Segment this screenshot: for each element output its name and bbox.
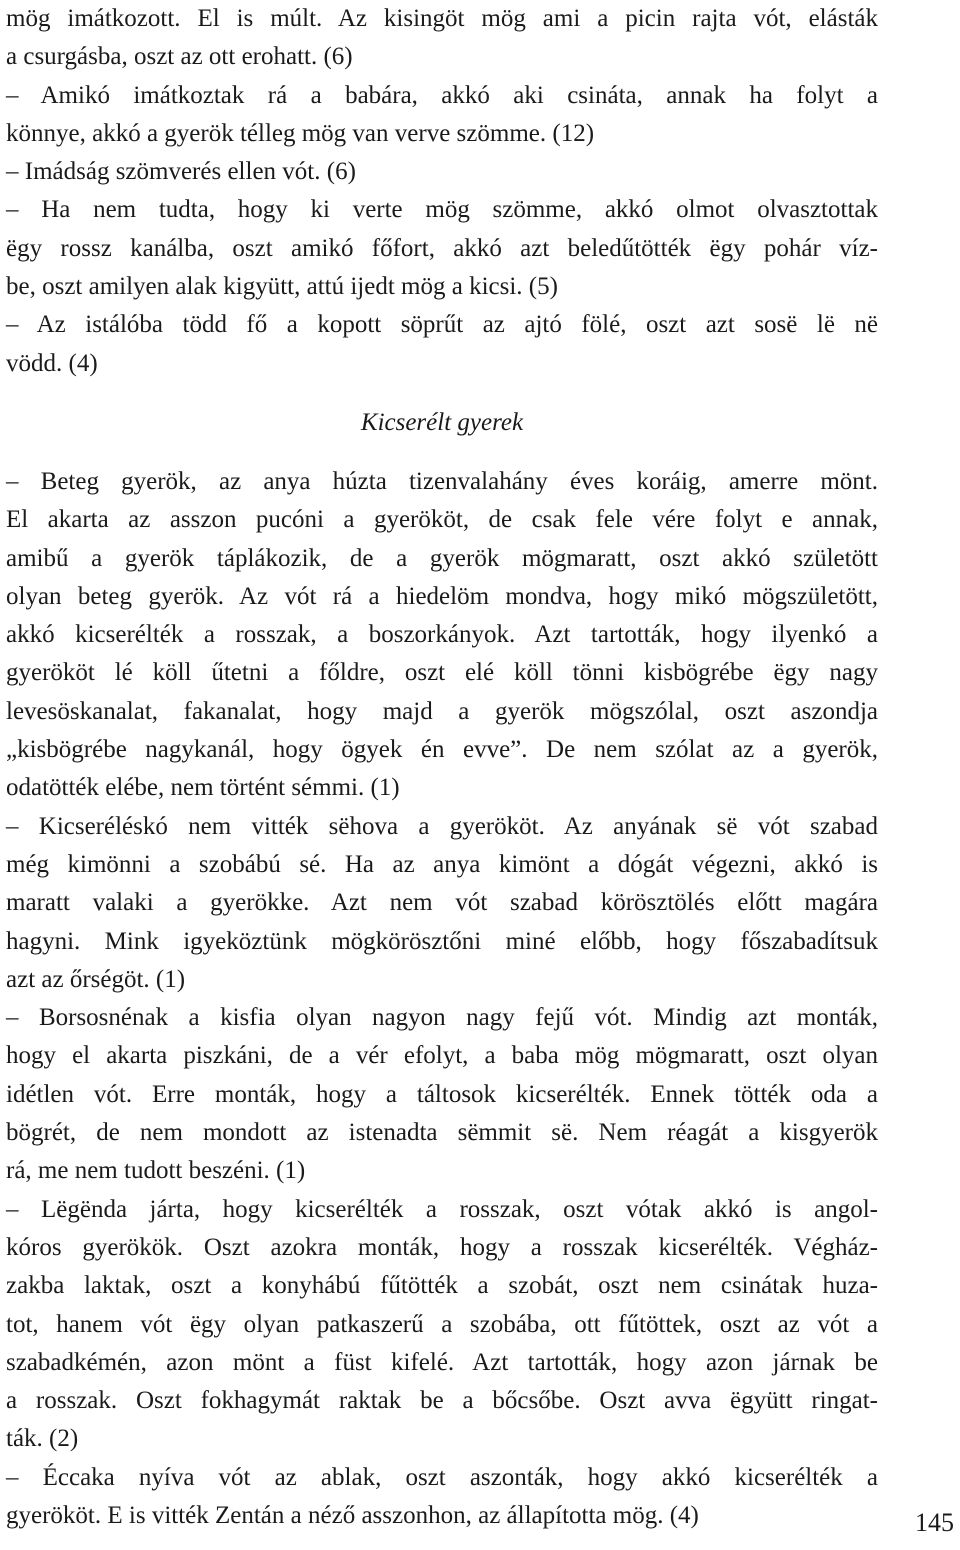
text-line: bögrét, de nem mondott az istenadta sëmmit së. Nem réagát a kisgyerök bbox=[6, 1119, 878, 1147]
text-line: levesöskanalat, fakanalat, hogy majd a gyerök mögszólal, oszt aszondja bbox=[6, 697, 878, 725]
text-line: hagyni. Mink igyeköztünk mögkörösztőni miné előbb, hogy főszabadítsuk bbox=[6, 927, 878, 955]
text-line: be, oszt amilyen alak kigyütt, attú ijedt mög a kicsi. (5) bbox=[6, 273, 558, 301]
page-body bbox=[6, 0, 878, 1535]
text-line: szabadkémén, azon mönt a füst kifelé. Azt tartották, hogy azon járnak be bbox=[6, 1348, 878, 1376]
text-line: hogy el akarta piszkáni, de a vér efolyt, a baba mög mögmaratt, oszt olyan bbox=[6, 1042, 878, 1070]
text-line: – Beteg gyerök, az anya húzta tizenvalahány éves koráig, amerre mönt. bbox=[6, 467, 878, 495]
text-line: – Amikó imátkoztak rá a babára, akkó aki csináta, annak ha folyt a bbox=[6, 81, 878, 109]
text-line: amibű a gyerök táplákozik, de a gyerök mögmaratt, oszt akkó születött bbox=[6, 544, 878, 572]
text-line: kóros gyerökök. Oszt azokra monták, hogy a rosszak kicserélték. Végház- bbox=[6, 1233, 878, 1261]
text-line: El akarta az asszon pucóni a gyerököt, de csak fele vére folyt e annak, bbox=[6, 506, 878, 534]
text-line: maratt valaki a gyerökke. Azt nem vót szabad körösztölés előtt magára bbox=[6, 889, 878, 917]
text-line: – Ha nem tudta, hogy ki verte mög szömme, akkó olmot olvasztottak bbox=[6, 196, 878, 224]
text-line: mög imátkozott. El is múlt. Az kisingöt mög ami a picin rajta vót, elásták bbox=[6, 5, 878, 32]
text-line: ëgy rossz kanálba, oszt amikó főfort, akkó azt beledűtötték ëgy pohár víz- bbox=[6, 234, 878, 262]
section-heading: Kicserélt gyerek bbox=[360, 408, 524, 436]
text-line: idétlen vót. Erre monták, hogy a táltosok kicserélték. Ennek tötték oda a bbox=[6, 1080, 878, 1108]
text-line: – Éccaka nyíva vót az ablak, oszt aszonták, hogy akkó kicserélték a bbox=[6, 1463, 878, 1491]
text-line: még kimönni a szobábú sé. Ha az anya kimönt a dógát végezni, akkó is bbox=[6, 850, 878, 878]
text-line: könnye, akkó a gyerök télleg mög van verve szömme. (12) bbox=[6, 119, 595, 147]
text-line: odatötték elébe, nem történt sémmi. (1) bbox=[6, 774, 400, 802]
text-line: – Lëgënda járta, hogy kicserélték a rosszak, oszt vótak akkó is angol- bbox=[6, 1195, 878, 1223]
text-line: gyerököt. E is vitték Zentán a néző asszonhon, az állapította mög. (4) bbox=[6, 1501, 699, 1529]
text-line: – Borsosnénak a kisfia olyan nagyon nagy fejű vót. Mindig azt monták, bbox=[6, 1004, 878, 1032]
text-line: olyan beteg gyerök. Az vót rá a hiedelöm mondva, hogy mikó mögszületött, bbox=[6, 582, 878, 610]
text-line: akkó kicserélték a rosszak, a boszorkányok. Azt tartották, hogy ilyenkó a bbox=[6, 621, 878, 649]
text-line: – Kicseréléskó nem vitték sëhova a gyerököt. Az anyának së vót szabad bbox=[6, 812, 878, 840]
text-line: rá, me nem tudott beszéni. (1) bbox=[6, 1157, 306, 1185]
page-number: 145 bbox=[915, 1508, 954, 1537]
text-line: ták. (2) bbox=[6, 1425, 79, 1453]
text-line: – Az istálóba tödd fő a kopott söprűt az ajtó fölé, oszt azt sosë lë në bbox=[6, 311, 878, 339]
text-line: vödd. (4) bbox=[6, 349, 98, 377]
text-line: a rosszak. Oszt fokhagymát raktak be a bőcsőbe. Oszt avva ëgyütt ringat- bbox=[6, 1387, 878, 1415]
text-line: a csurgásba, oszt az ott erohatt. (6) bbox=[6, 43, 353, 71]
text-line: gyerököt lé köll űtetni a főldre, oszt elé köll tönni kisbögrébe ëgy nagy bbox=[6, 659, 878, 687]
text-line: – Imádság szömverés ellen vót. (6) bbox=[6, 158, 356, 186]
text-line: tot, hanem vót ëgy olyan patkaszerű a szobába, ott fűtöttek, oszt az vót a bbox=[6, 1310, 878, 1338]
text-line: zakba laktak, oszt a konyhábú fűtötték a szobát, oszt nem csinátak huza- bbox=[6, 1272, 878, 1300]
text-line: „kisbögrébe nagykanál, hogy ögyek én evve”. De nem szólat az a gyerök, bbox=[6, 736, 878, 764]
text-line: azt az őrségöt. (1) bbox=[6, 965, 186, 993]
